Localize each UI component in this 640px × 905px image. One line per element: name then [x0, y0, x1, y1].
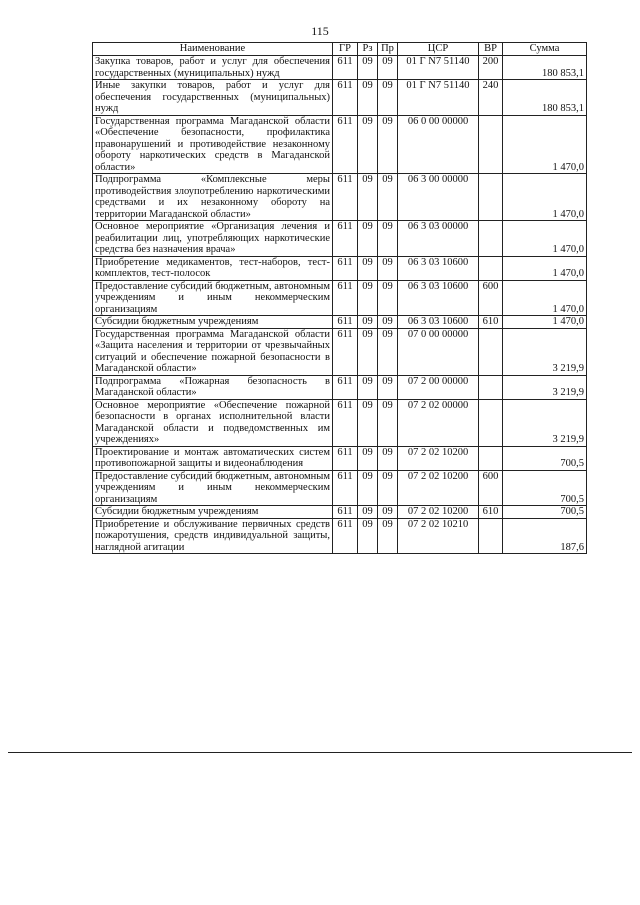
- table-row: [93, 115, 587, 174]
- row-pr: 09: [378, 80, 398, 116]
- row-pr: 09: [378, 56, 398, 80]
- row-name: Основное мероприятие «Обеспечение пожарной безопасности в органах исполнительной власти Магаданской области и подведомственных им учреждениях»: [93, 399, 333, 446]
- row-csr: 06 3 03 10600: [398, 280, 479, 316]
- table-row: [93, 280, 587, 316]
- row-rz: 09: [358, 56, 378, 80]
- row-gr: 611: [333, 221, 358, 257]
- table-row: [93, 375, 587, 399]
- row-pr: 09: [378, 446, 398, 470]
- row-csr: 07 2 02 00000: [398, 399, 479, 446]
- row-name: Приобретение и обслуживание первичных средств пожаротушения, средств индивидуальной защиты, наглядной агитации: [93, 518, 333, 554]
- table-row: [93, 221, 587, 257]
- row-csr: 07 2 02 10210: [398, 518, 479, 554]
- row-pr: 09: [378, 470, 398, 506]
- row-gr: 611: [333, 506, 358, 519]
- row-sum: 3 219,9: [503, 375, 587, 399]
- row-vr: [479, 328, 503, 375]
- table-row: [93, 328, 587, 375]
- row-csr: 07 2 02 10200: [398, 506, 479, 519]
- row-name: Предоставление субсидий бюджетным, автономным учреждениям и иным некоммерческим организациям: [93, 280, 333, 316]
- row-gr: 611: [333, 375, 358, 399]
- row-pr: 09: [378, 174, 398, 221]
- row-sum: 700,5: [503, 470, 587, 506]
- row-gr: 611: [333, 328, 358, 375]
- row-name: Проектирование и монтаж автоматических систем противопожарной защиты и видеонаблюдения: [93, 446, 333, 470]
- row-gr: 611: [333, 446, 358, 470]
- row-rz: 09: [358, 80, 378, 116]
- row-csr: 06 3 03 10600: [398, 256, 479, 280]
- row-vr: 200: [479, 56, 503, 80]
- page-number: 115: [311, 24, 329, 38]
- header-pr: Пр: [378, 43, 398, 56]
- header-gr: ГР: [333, 43, 358, 56]
- row-name: Основное мероприятие «Организация лечения и реабилитации лиц, употребляющих наркотические средства без назначения врача»: [93, 221, 333, 257]
- row-sum: 3 219,9: [503, 328, 587, 375]
- row-rz: 09: [358, 328, 378, 375]
- row-gr: 611: [333, 56, 358, 80]
- row-name: Подпрограмма «Комплексные меры противодействия злоупотреблению наркотическими средствами и их незаконному обороту на территории Магаданской области»: [93, 174, 333, 221]
- row-pr: 09: [378, 506, 398, 519]
- row-csr: 07 2 02 10200: [398, 470, 479, 506]
- row-vr: 610: [479, 316, 503, 329]
- row-sum: 1 470,0: [503, 256, 587, 280]
- table-header-row: [93, 43, 587, 56]
- row-name: Закупка товаров, работ и услуг для обеспечения государственных (муниципальных) нужд: [93, 56, 333, 80]
- row-rz: 09: [358, 375, 378, 399]
- row-vr: [479, 174, 503, 221]
- row-rz: 09: [358, 221, 378, 257]
- row-gr: 611: [333, 399, 358, 446]
- header-vr: ВР: [479, 43, 503, 56]
- row-vr: [479, 221, 503, 257]
- row-pr: 09: [378, 328, 398, 375]
- row-sum: 1 470,0: [503, 280, 587, 316]
- row-sum: 700,5: [503, 446, 587, 470]
- row-gr: 611: [333, 316, 358, 329]
- row-sum: 180 853,1: [503, 80, 587, 116]
- row-gr: 611: [333, 470, 358, 506]
- row-rz: 09: [358, 446, 378, 470]
- row-csr: 06 3 00 00000: [398, 174, 479, 221]
- row-vr: 600: [479, 280, 503, 316]
- table-row: [93, 316, 587, 329]
- row-name: Государственная программа Магаданской области «Защита населения и территории от чрезвычайных ситуаций и обеспечение пожарной безопасности в Магаданской области»: [93, 328, 333, 375]
- row-sum: 700,5: [503, 506, 587, 519]
- row-vr: 610: [479, 506, 503, 519]
- row-gr: 611: [333, 115, 358, 174]
- row-name: Подпрограмма «Пожарная безопасность в Магаданской области»: [93, 375, 333, 399]
- row-pr: 09: [378, 221, 398, 257]
- row-name: Приобретение медикаментов, тест-наборов, тест-комплектов, тест-полосок: [93, 256, 333, 280]
- row-sum: 3 219,9: [503, 399, 587, 446]
- row-rz: 09: [358, 256, 378, 280]
- table-row: [93, 470, 587, 506]
- row-csr: 01 Г N7 51140: [398, 56, 479, 80]
- row-vr: [479, 446, 503, 470]
- table-row: [93, 80, 587, 116]
- table-body: [93, 56, 587, 554]
- row-vr: 240: [479, 80, 503, 116]
- row-sum: 180 853,1: [503, 56, 587, 80]
- row-rz: 09: [358, 174, 378, 221]
- row-pr: 09: [378, 375, 398, 399]
- row-name: Субсидии бюджетным учреждениям: [93, 316, 333, 329]
- row-pr: 09: [378, 518, 398, 554]
- table-row: [93, 399, 587, 446]
- table-row: [93, 56, 587, 80]
- row-csr: 07 2 00 00000: [398, 375, 479, 399]
- row-gr: 611: [333, 80, 358, 116]
- header-name: Наименование: [93, 43, 333, 56]
- row-pr: 09: [378, 256, 398, 280]
- row-name: Субсидии бюджетным учреждениям: [93, 506, 333, 519]
- table-row: [93, 446, 587, 470]
- row-csr: 01 Г N7 51140: [398, 80, 479, 116]
- row-rz: 09: [358, 399, 378, 446]
- row-sum: 187,6: [503, 518, 587, 554]
- row-pr: 09: [378, 280, 398, 316]
- row-rz: 09: [358, 470, 378, 506]
- row-name: Государственная программа Магаданской области «Обеспечение безопасности, профилактика правонарушений и противодействие незаконному обороту наркотических средств в Магаданской области»: [93, 115, 333, 174]
- row-vr: [479, 518, 503, 554]
- row-pr: 09: [378, 316, 398, 329]
- row-gr: 611: [333, 280, 358, 316]
- row-sum: 1 470,0: [503, 115, 587, 174]
- table-row: [93, 174, 587, 221]
- row-vr: 600: [479, 470, 503, 506]
- row-sum: 1 470,0: [503, 316, 587, 329]
- row-gr: 611: [333, 256, 358, 280]
- row-name: Предоставление субсидий бюджетным, автономным учреждениям и иным некоммерческим организациям: [93, 470, 333, 506]
- footer-divider: [8, 752, 632, 753]
- header-sum: Сумма: [503, 43, 587, 56]
- row-csr: 06 0 00 00000: [398, 115, 479, 174]
- row-csr: 06 3 03 00000: [398, 221, 479, 257]
- row-name: Иные закупки товаров, работ и услуг для обеспечения государственных (муниципальных) нужд: [93, 80, 333, 116]
- row-csr: 06 3 03 10600: [398, 316, 479, 329]
- row-vr: [479, 256, 503, 280]
- header-rz: Рз: [358, 43, 378, 56]
- row-gr: 611: [333, 174, 358, 221]
- row-vr: [479, 115, 503, 174]
- row-pr: 09: [378, 115, 398, 174]
- table-row: [93, 506, 587, 519]
- row-rz: 09: [358, 518, 378, 554]
- header-csr: ЦСР: [398, 43, 479, 56]
- row-rz: 09: [358, 115, 378, 174]
- row-vr: [479, 375, 503, 399]
- budget-table: [92, 42, 587, 554]
- row-sum: 1 470,0: [503, 174, 587, 221]
- row-rz: 09: [358, 280, 378, 316]
- row-pr: 09: [378, 399, 398, 446]
- row-vr: [479, 399, 503, 446]
- row-csr: 07 2 02 10200: [398, 446, 479, 470]
- row-sum: 1 470,0: [503, 221, 587, 257]
- table-row: [93, 256, 587, 280]
- row-rz: 09: [358, 506, 378, 519]
- row-rz: 09: [358, 316, 378, 329]
- row-gr: 611: [333, 518, 358, 554]
- table-row: [93, 518, 587, 554]
- row-csr: 07 0 00 00000: [398, 328, 479, 375]
